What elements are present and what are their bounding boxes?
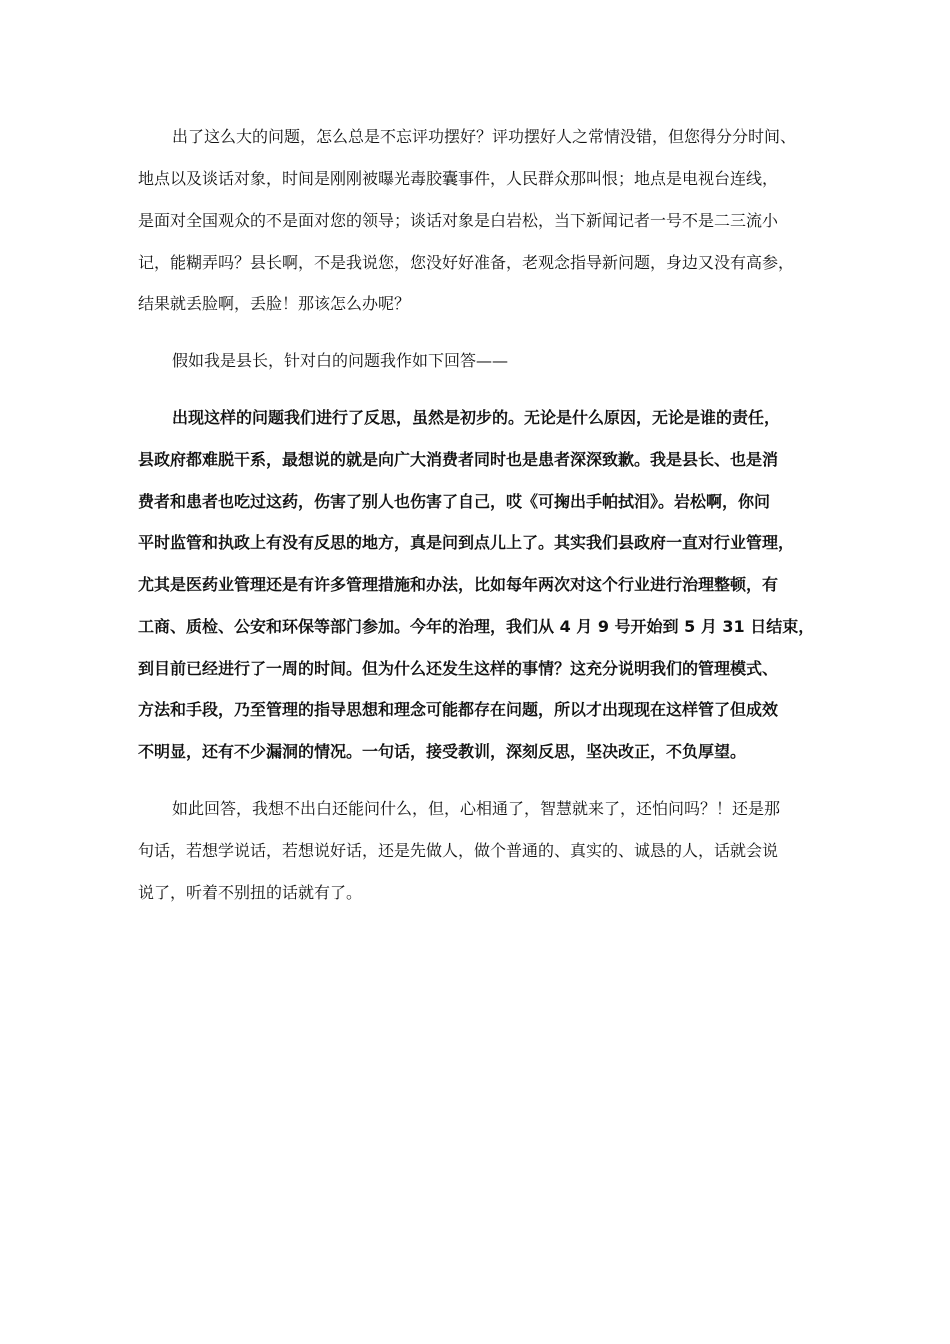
paragraph-1-line-1: 出了这么大的问题，怎么总是不忘评功摆好？评功摆好人之常情没错，但您得分分时间、 bbox=[172, 127, 797, 146]
paragraph-3-line-3: 费者和患者也吃过这药，伤害了别人也伤害了自己，哎《可掬出手帕拭泪》。岩松啊，你问 bbox=[138, 492, 771, 511]
paragraph-3-line-5: 尤其是医药业管理还是有许多管理措施和办法，比如每年两次对这个行业进行治理整顿，有 bbox=[138, 575, 779, 594]
paragraph-2-line-1: 假如我是县长，针对白的问题我作如下回答—— bbox=[172, 351, 509, 370]
paragraph-3-line-9: 不明显，还有不少漏洞的情况。一句话，接受教训，深刻反思，坚决改正，不负厚望。 bbox=[138, 742, 747, 761]
paragraph-3-line-7: 到目前已经进行了一周的时间。但为什么还发生这样的事情？这充分说明我们的管理模式、 bbox=[138, 659, 779, 678]
paragraph-4-line-3: 说了，听着不别扭的话就有了。 bbox=[138, 883, 363, 902]
paragraph-3-line-2: 县政府都难脱干系，最想说的就是向广大消费者同时也是患者深深致歉。我是县长、也是消 bbox=[138, 450, 779, 469]
paragraph-1-line-4: 记，能糊弄吗？县长啊，不是我说您，您没好好准备，老观念指导新问题，身边又没有高参， bbox=[138, 253, 795, 272]
paragraph-1-line-2: 地点以及谈话对象，时间是刚刚被曝光毒胶囊事件，人民群众那叫恨；地点是电视台连线， bbox=[138, 169, 779, 188]
paragraph-3-line-8: 方法和手段，乃至管理的指导思想和理念可能都存在问题，所以才出现现在这样管了但成效 bbox=[138, 700, 779, 719]
paragraph-1-line-3: 是面对全国观众的不是面对您的领导；谈话对象是白岩松，当下新闻记者一号不是二三流小 bbox=[138, 211, 779, 230]
paragraph-4-line-2: 句话，若想学说话，若想说好话，还是先做人，做个普通的、真实的、诚恳的人，话就会说 bbox=[138, 841, 779, 860]
paragraph-1-line-5: 结果就丢脸啊，丢脸！那该怎么办呢？ bbox=[138, 294, 411, 313]
paragraph-3-line-4: 平时监管和执政上有没有反思的地方，真是问到点儿上了。其实我们县政府一直对行业管理， bbox=[138, 533, 795, 552]
paragraph-4-line-1: 如此回答，我想不出白还能问什么，但，心相通了，智慧就来了，还怕问吗？！还是那 bbox=[172, 799, 781, 818]
paragraph-3-line-6: 工商、质检、公安和环保等部门参加。今年的治理，我们从 4 月 9 号开始到 5 月 31 日结束， bbox=[138, 617, 815, 636]
paragraph-3-line-1: 出现这样的问题我们进行了反思，虽然是初步的。无论是什么原因，无论是谁的责任， bbox=[172, 408, 781, 427]
